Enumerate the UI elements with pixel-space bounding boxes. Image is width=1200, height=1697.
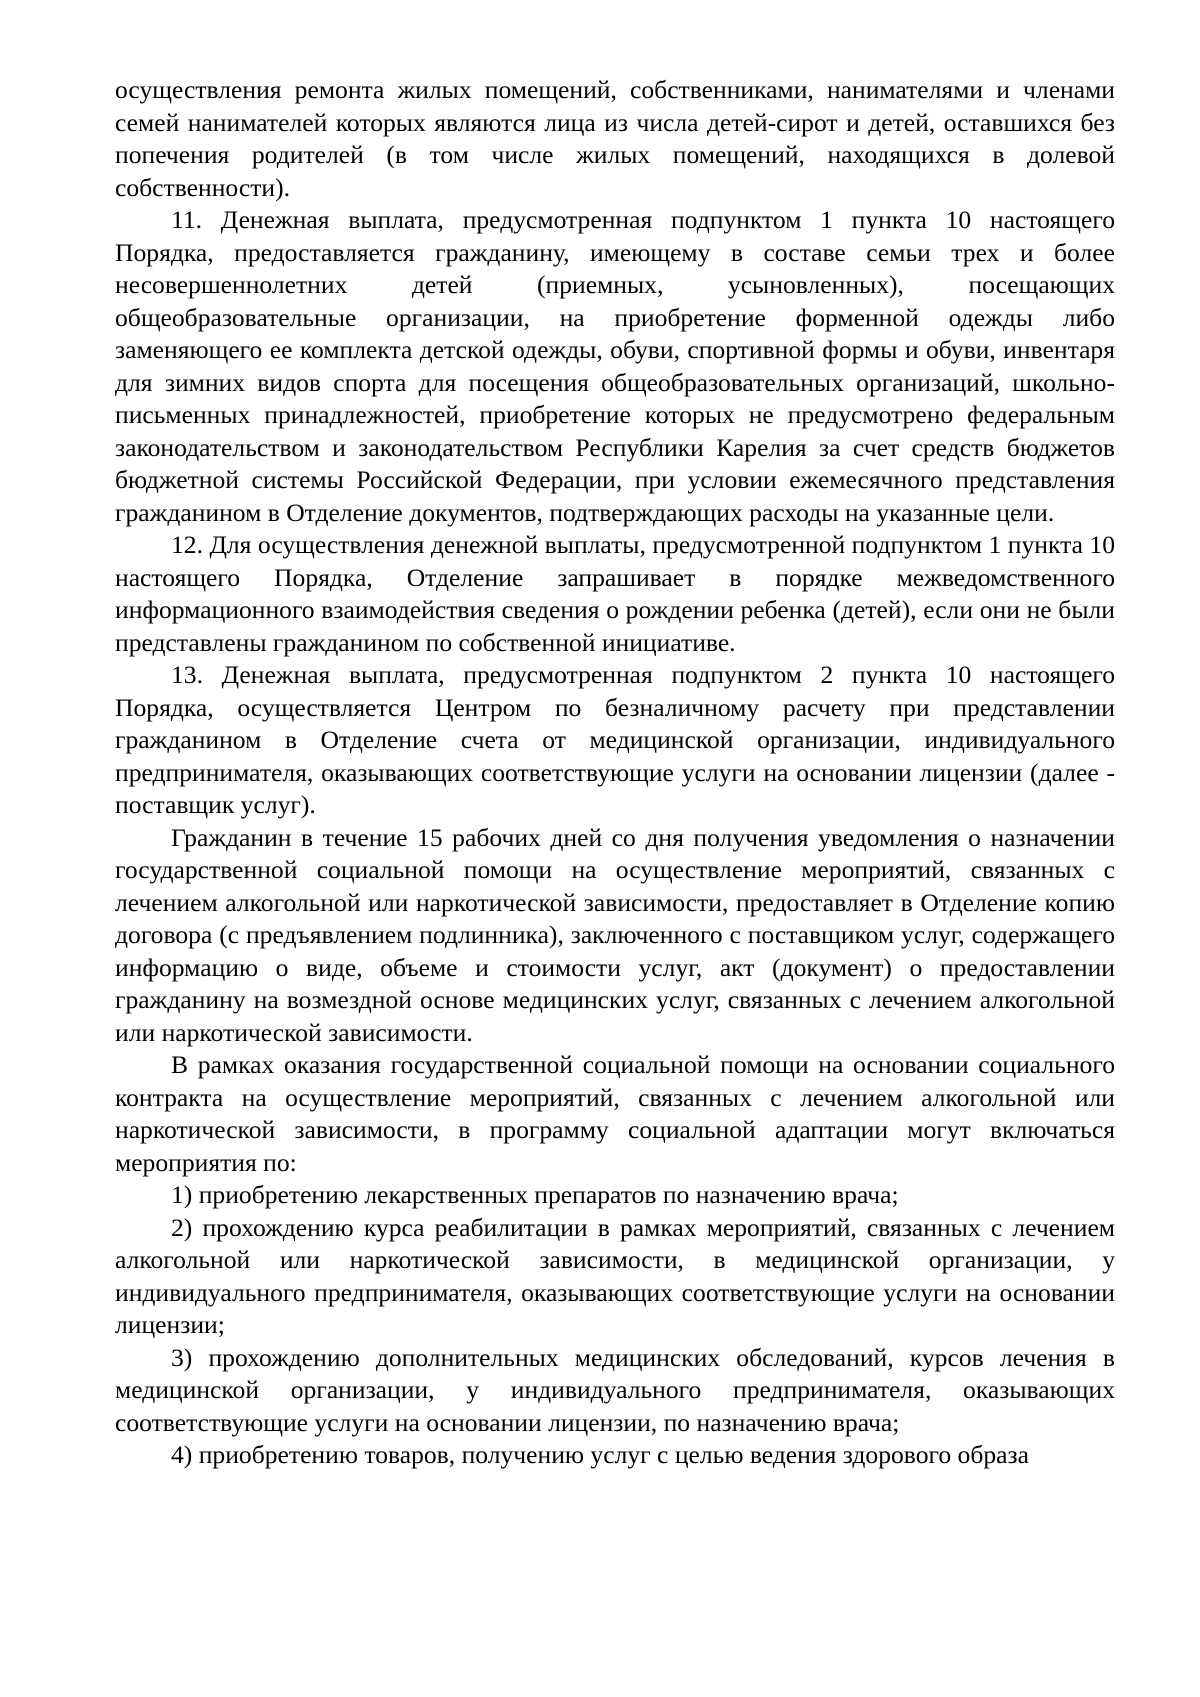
paragraph-item-11: 11. Денежная выплата, предусмотренная подпунктом 1 пункта 10 настоящего Порядка, предоставляется гражданину, имеющему в составе семьи трех и более несовершеннолетних детей (приемных, усыновленных), посещающих общеобразовательные организации, на приобретение форменной одежды либо заменяющего ее комплекта детской одежды, обуви, спортивной формы и обуви, инвентаря для зимних видов спорта для посещения общеобразовательных организаций, школьно-письменных принадлежностей, приобретение которых не предусмотрено федеральным законодательством и законодательством Республики Карелия за счет средств бюджетов бюджетной системы Российской Федерации, при условии ежемесячного представления гражданином в Отделение документов, подтверждающих расходы на указанные цели. xyxy=(115,205,1115,527)
paragraph-item-13-citizen-obligation: Гражданин в течение 15 рабочих дней со дня получения уведомления о назначении государственной социальной помощи на осуществление мероприятий, связанных с лечением алкогольной или наркотической зависимости, предоставляет в Отделение копию договора (с предъявлением подлинника), заключенного с поставщиком услуг, содержащего информацию о виде, объеме и стоимости услуг, акт (документ) о предоставлении гражданину на возмездной основе медицинских услуг, связанных с лечением алкогольной или наркотической зависимости. xyxy=(115,822,1115,1047)
paragraph-item-12: 12. Для осуществления денежной выплаты, предусмотренной подпунктом 1 пункта 10 настоящего Порядка, Отделение запрашивает в порядке межведомственного информационного взаимодействия сведения о рождении ребенка (детей), если они не были представлены гражданином по собственной инициативе. xyxy=(115,530,1115,657)
paragraph-item-13: 13. Денежная выплата, предусмотренная подпунктом 2 пункта 10 настоящего Порядка, осуществляется Центром по безналичному расчету при представлении гражданином в Отделение счета от медицинской организации, индивидуального предпринимателя, оказывающих соответствующие услуги на основании лицензии (далее - поставщик услуг). xyxy=(115,660,1115,819)
list-item-4: 4) приобретению товаров, получению услуг с целью ведения здорового образа xyxy=(171,1440,1030,1469)
paragraph-item-13-adaptation-program: В рамках оказания государственной социальной помощи на основании социального контракта на осуществление мероприятий, связанных с лечением алкогольной или наркотической зависимости, в программу социальной адаптации могут включаться мероприятия по: xyxy=(115,1050,1115,1177)
list-item-2: 2) прохождению курса реабилитации в рамках мероприятий, связанных с лечением алкогольной или наркотической зависимости, в медицинской организации, у индивидуального предпринимателя, оказывающих соответствующие услуги на основании лицензии; xyxy=(115,1212,1115,1339)
paragraph-continuation: осуществления ремонта жилых помещений, собственниками, нанимателями и членами семей нанимателей которых являются лица из числа детей-сирот и детей, оставшихся без попечения родителей (в том числе жилых помещений, находящихся в долевой собственности). xyxy=(115,75,1115,202)
document-page xyxy=(115,74,1115,1472)
list-item-1: 1) приобретению лекарственных препаратов по назначению врача; xyxy=(171,1180,899,1209)
list-item-3: 3) прохождению дополнительных медицинских обследований, курсов лечения в медицинской организации, у индивидуального предпринимателя, оказывающих соответствующие услуги на основании лицензии, по назначению врача; xyxy=(115,1342,1115,1437)
